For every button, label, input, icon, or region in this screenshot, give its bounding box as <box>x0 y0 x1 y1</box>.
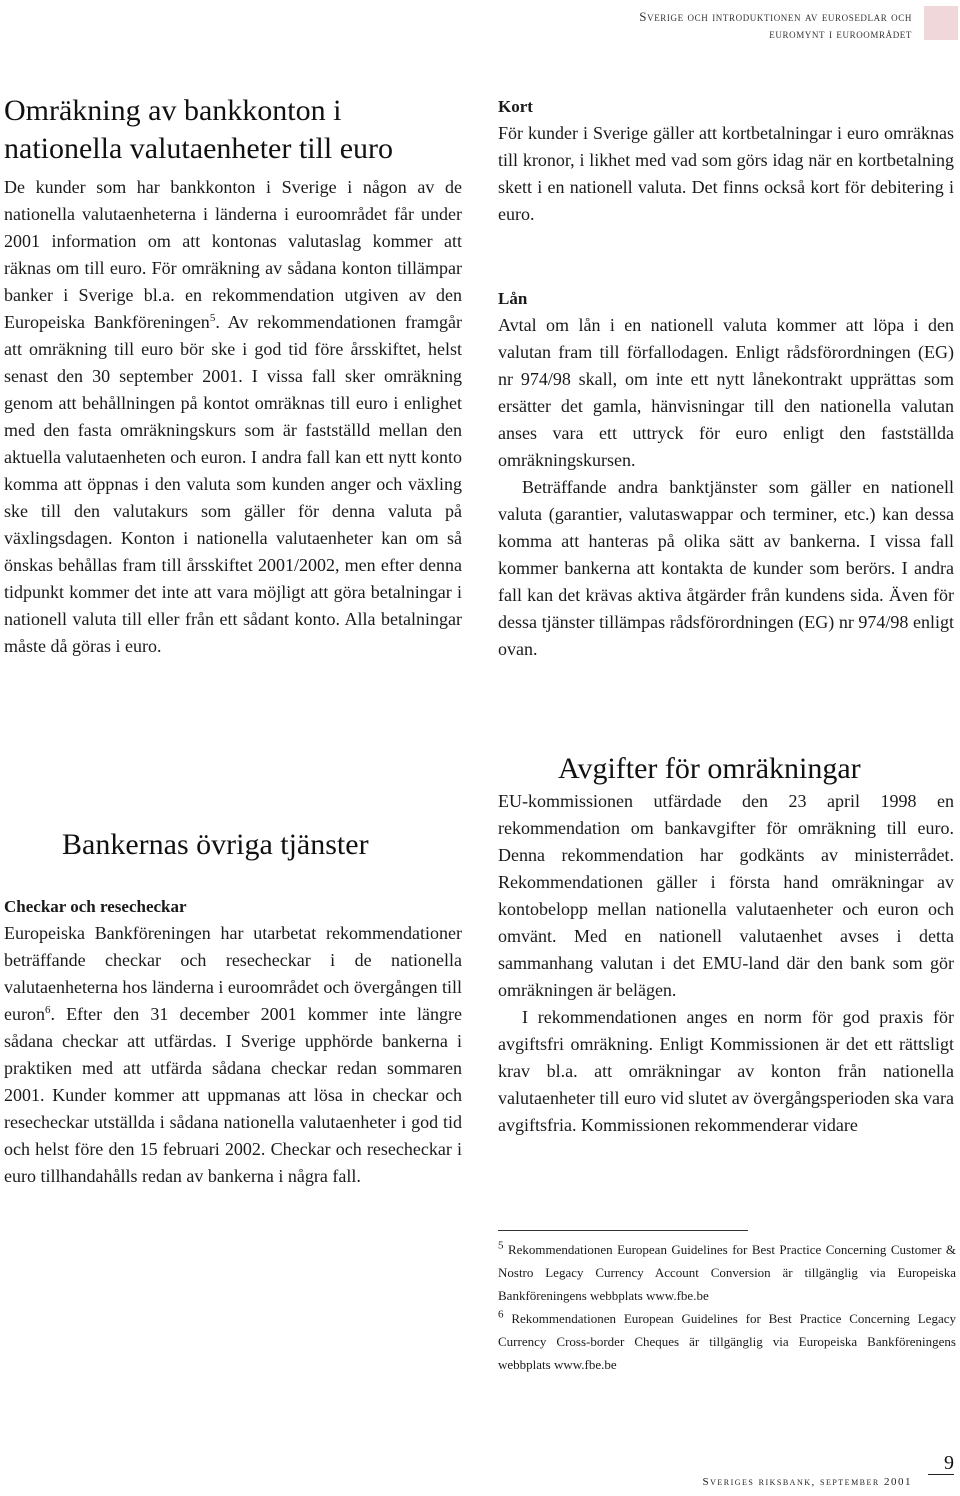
paragraph-text: . Efter den 31 december 2001 kommer inte längre sådana checkar att utfärdas. I Sverige upphörde bankerna i praktiken med att utfärda sådana checkar redan sommaren 2001. Kunder kommer att uppmanas att lösa in checkar och resecheckar utställda i sådana nationella valutaenheter i god tid och helst före den 15 februari 2002. Checkar och resecheckar i euro tillhandahålls redan av bankerna i några fall. <box>4 1004 462 1186</box>
heading-kontoomrakning <box>4 92 462 168</box>
paragraph-kort: För kunder i Sverige gäller att kortbetalningar i euro omräknas till kronor, i likhet med vad som görs idag när en kortbetalning skett i en nationell valuta. Det finns också kort för debitering i euro. <box>498 123 954 224</box>
footnote-5 <box>498 1238 956 1307</box>
subheading-kort: Kort <box>498 97 533 116</box>
paragraph-text: . Av rekommendationen framgår att omräkning till euro bör ske i god tid före årsskiftet, helst senast den 30 september 2001. I vissa fall sker omräkning genom att behållningen på kontot omräknas till euro i enlighet med den fasta omräkningskurs som är fastställd mellan den aktuella valutaenheten och euron. I andra fall kan ett nytt konto komma att öppnas i den valuta som kunden anger och växling ske till den valutakurs som gäller för denna valuta på växlingsdagen. Konton i nationella valutaenheter kan om så önskas behållas fram till årsskiftet 2001/2002, men efter denna tidpunkt kommer det inte att vara möjligt att göra betalningar i nationell valuta till eller från ett sådant konto. Alla betalningar måste då göras i euro. <box>4 312 463 656</box>
running-header-line1: Sverige och introduktionen av eurosedlar och <box>639 9 912 24</box>
footnote-text: Rekommendationen European Guidelines for Best Practice Concerning Customer & Nostro Legacy Currency Account Conversion är tillgänglig via Europeiska Bankföreningens webbplats www.fbe.be <box>498 1242 956 1303</box>
paragraph-eu-kommissionen: EU-kommissionen utfärdade den 23 april 1998 en rekommendation om bankavgifter för omräkning till euro. Denna rekommendation har godkänts av ministerrådet. Rekommendationen gäller i första hand omräkningar av kontobelopp mellan nationella valutaenheter och euron och omvänt. Med en nationell valutaenhet avses i detta sammanhang valutan i det EMU-land där den bank som gör omräkningen är belägen. <box>498 791 954 1000</box>
paragraph-text: Europeiska Bankföreningen har utarbetat rekommendationer beträffande checkar och resecheckar i de nationella valutaenheterna hos länderna i euroområdet och övergången till euron <box>4 923 462 1024</box>
footnote-text: Rekommendationen European Guidelines for Best Practice Concerning Legacy Currency Cross-border Cheques är tillgänglig via Europeiska Bankföreningens webbplats www.fbe.be <box>498 1311 956 1372</box>
page-number-rule <box>928 1474 954 1475</box>
heading-avgifter: Avgifter för omräkningar <box>558 752 861 785</box>
paragraph-text: De kunder som har bankkonton i Sverige i någon av de nationella valutaenheterna i länderna i euroområdet får under 2001 information om att kontonas valutaslag kommer att räknas om till euro. För omräkning av sådana konton tillämpar banker i Sverige bl.a. en rekommendation utgiven av den Europeiska Bankföreningen <box>4 177 462 332</box>
footnote-6 <box>498 1307 956 1376</box>
paragraph-banktjanster: Beträffande andra banktjänster som gäller en nationell valuta (garantier, valutaswappar och terminer, etc.) kan dessa komma att hanteras på olika sätt av bankerna. I vissa fall kommer bankerna att kontakta de kunder som berörs. I andra fall kan det krävas aktiva åtgärder från kundens sida. Även för dessa tjänster tillämpas rådsförordningen (EG) nr 974/98 enligt ovan. <box>498 477 954 659</box>
subheading-checkar: Checkar och resecheckar <box>4 897 187 916</box>
running-footer: Sveriges riksbank, september 2001 <box>702 1476 912 1488</box>
footnote-number: 5 <box>498 1239 504 1252</box>
footnote-ref-5: 5 <box>209 312 216 324</box>
section-marker <box>924 6 958 40</box>
heading-ovriga-tjanster: Bankernas övriga tjänster <box>62 828 369 861</box>
subheading-lan: Lån <box>498 289 528 308</box>
paragraph-avgiftsfri: I rekommendationen anges en norm för god praxis för avgiftsfri omräkning. Enligt Kommissionen är det ett rättsligt krav bl.a. att omräkningar av konton från nationella valutaenheter till euro vid slutet av övergångsperioden ska vara avgiftsfria. Kommissionen rekommenderar vidare <box>498 1007 954 1135</box>
running-header <box>492 8 912 42</box>
page-number: 9 <box>944 1452 954 1474</box>
footnote-ref-6: 6 <box>44 1004 51 1016</box>
heading-line1: Omräkning av bankkonton i <box>4 94 342 127</box>
heading-line2: nationella valutaenheter till euro <box>4 132 394 165</box>
paragraph-checkar <box>4 920 462 1190</box>
footnotes <box>498 1238 956 1376</box>
running-header-line2: euromynt i euroområdet <box>769 26 912 41</box>
footnote-divider <box>498 1230 748 1231</box>
paragraph-lan: Avtal om lån i en nationell valuta kommer att löpa i den valutan fram till förfallodagen. Enligt rådsförordningen (EG) nr 974/98 skall, om inte ett nytt lånekontrakt upprättas som ersätter det gamla, hänvisningar till den nationella valutan anses vara ett uttryck för euro enligt den fastställda omräkningskursen. <box>498 315 954 470</box>
footnote-number: 6 <box>498 1308 504 1321</box>
paragraph-bankkonton <box>4 174 462 660</box>
